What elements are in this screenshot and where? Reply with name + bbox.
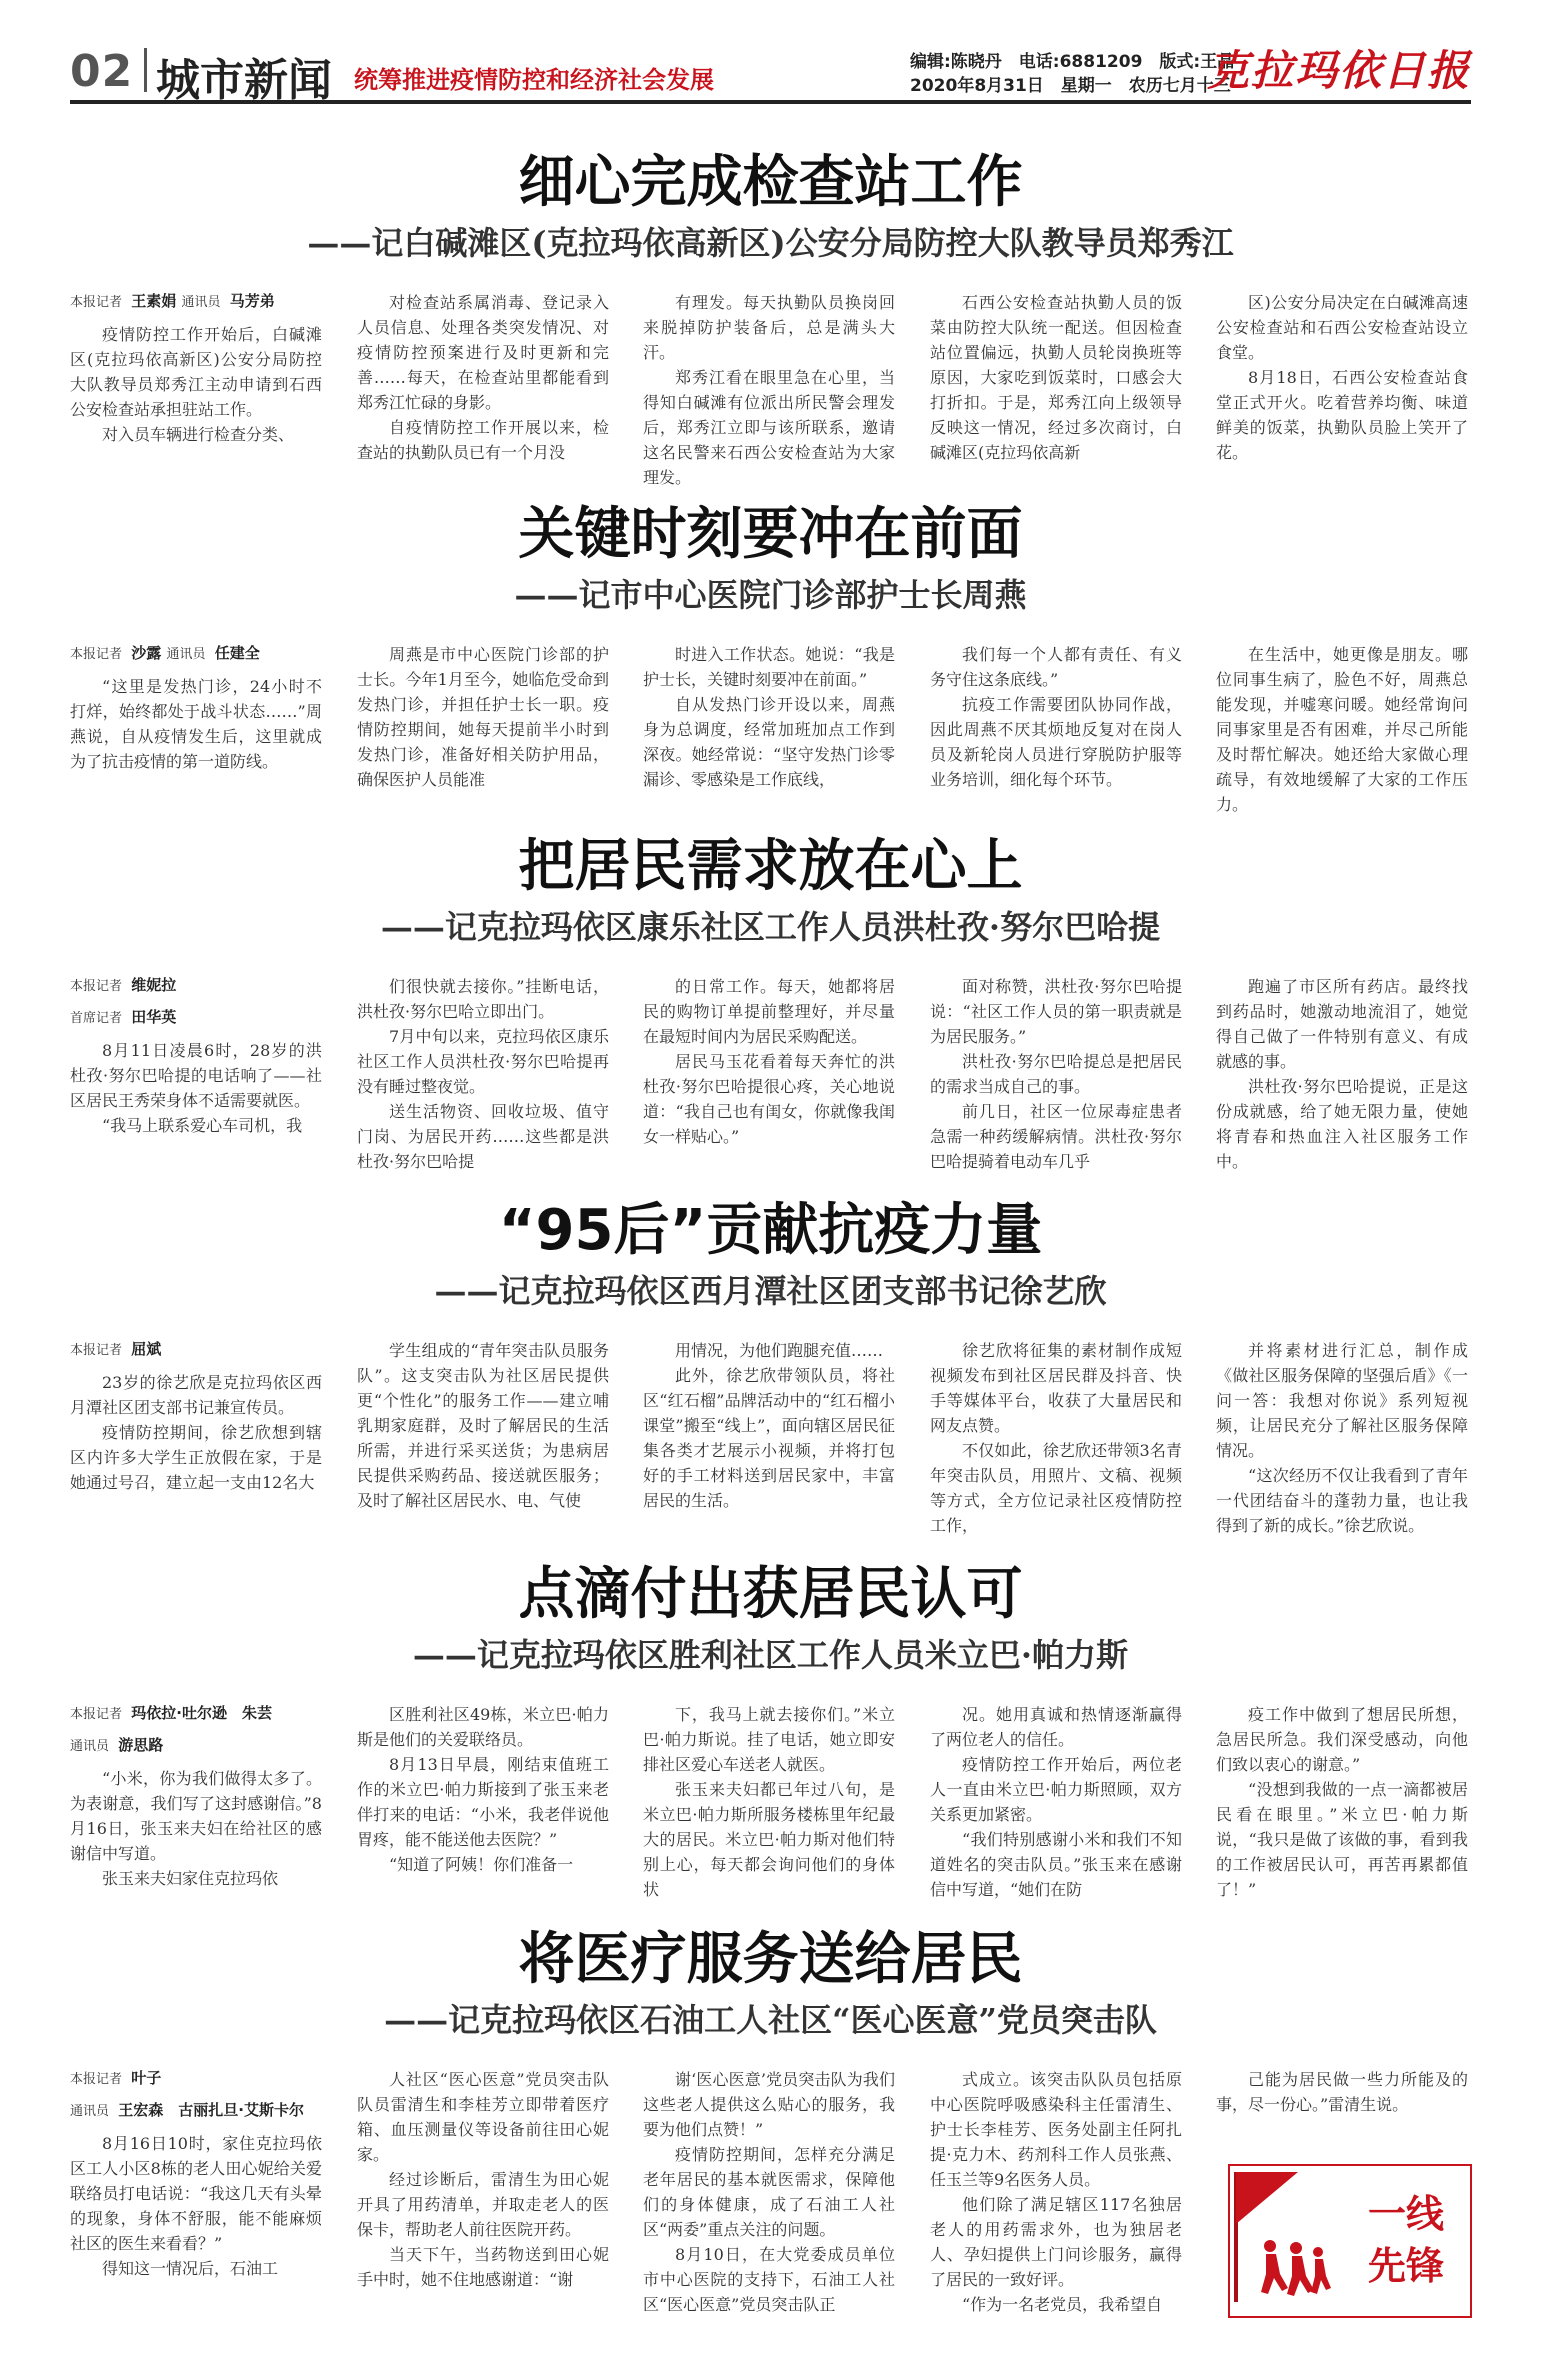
paragraph: 得知这一情况后，石油工 xyxy=(102,2259,279,2278)
article-headline: “95后”贡献抗疫力量 xyxy=(498,1198,1043,1263)
yixian-xianfeng-badge xyxy=(1228,2164,1472,2318)
paragraph: 8月11日凌晨6时，28岁的洪杜孜·努尔巴哈提的电话响了——社区居民王秀荣身体不适需要就医。 xyxy=(70,1041,322,1110)
paragraph: 疫情防控工作开始后，白碱滩区(克拉玛依高新区)公安分局防控大队教导员郑秀江主动申请到石西公安检查站承担驻站工作。 xyxy=(70,325,322,419)
paragraph: 疫情防控期间，徐艺欣想到辖区内许多大学生正放假在家，于是她通过号召，建立起一支由12名大 xyxy=(70,1423,322,1492)
paragraph: 周燕是市中心医院门诊部的护士长。今年1月至今，她临危受命到发热门诊，并担任护士长一职。疫情防控期间，她每天提前半小时到发热门诊，准备好相关防护用品，确保医护人员能准 xyxy=(357,645,609,789)
paragraph: 8月10日，在大党委成员单位市中心医院的支持下，石油工人社区“医心医意”党员突击队正 xyxy=(643,2245,895,2314)
article-1 xyxy=(70,148,1471,487)
paragraph: 在生活中，她更像是朋友。哪位同事生病了，脸色不好，周燕总能发现，并嘘寒问暖。她经常询问同事家里是否有困难，并尽己所能及时帮忙解决。她还给大家做心理疏导，有效地缓解了大家的工作压力。 xyxy=(1216,645,1468,814)
paragraph: 送生活物资、回收垃圾、值守门岗、为居民开药……这些都是洪杜孜·努尔巴哈提 xyxy=(357,1102,609,1171)
byline-role: 通讯员 xyxy=(181,295,221,310)
article-subhead: ——记克拉玛依区西月潭社区团支部书记徐艺欣 xyxy=(434,1272,1107,1310)
article-column xyxy=(930,1702,1182,1902)
byline-role: 本报记者 xyxy=(70,647,123,662)
byline-name: 田华英 xyxy=(131,1008,177,1026)
paragraph: 自从发热门诊开设以来，周燕身为总调度，经常加班加点工作到深夜。她经常说：“坚守发热门诊零漏诊、零感染是工作底线， xyxy=(643,695,895,789)
article-column xyxy=(643,2067,895,2314)
article-subhead: ——记白碱滩区(克拉玛依高新区)公安分局防控大队教导员郑秀江 xyxy=(307,224,1234,262)
article-column xyxy=(357,2067,609,2289)
paragraph: 式成立。该突击队队员包括原中心医院呼吸感染科主任雷清生、护士长李桂芳、医务处副主任阿扎提·克力木、药剂科工作人员张燕、任玉兰等9名医务人员。 xyxy=(930,2070,1182,2189)
byline-name: 游思路 xyxy=(118,1736,164,1754)
article-column xyxy=(357,974,609,1174)
paragraph: 前几日，社区一位尿毒症患者急需一种药缓解病情。洪杜孜·努尔巴哈提骑着电动车几乎 xyxy=(930,1102,1182,1171)
paragraph: 我们每一个人都有责任、有义务守住这条底线。” xyxy=(930,645,1182,689)
paragraph: 徐艺欣将征集的素材制作成短视频发布到社区居民群及抖音、快手等媒体平台，收获了大量居民和网友点赞。 xyxy=(930,1341,1182,1435)
article-column xyxy=(70,974,322,1138)
paragraph: 谢‘医心医意’党员突击队为我们这些老人提供这么贴心的服务，我要为他们点赞！” xyxy=(643,2070,895,2139)
page-divider xyxy=(144,48,147,92)
runners-icon xyxy=(1252,2236,1332,2306)
byline-role: 本报记者 xyxy=(70,1707,123,1722)
byline-role: 本报记者 xyxy=(70,1343,123,1358)
byline xyxy=(70,974,322,998)
article-subhead: ——记克拉玛依区石油工人社区“医心医意”党员突击队 xyxy=(384,2001,1157,2039)
paragraph: “这里是发热门诊，24小时不打烊，始终都处于战斗状态……”周燕说，自从疫情发生后，这里就成为了抗击疫情的第一道防线。 xyxy=(70,677,322,771)
article-column xyxy=(1216,290,1468,465)
article-column xyxy=(1216,2067,1468,2117)
article-column xyxy=(1216,974,1468,1174)
paragraph: “我马上联系爱心车司机，我 xyxy=(102,1116,303,1135)
newspaper-logo: 克拉玛依日报 xyxy=(1206,46,1471,95)
paragraph: 张玉来夫妇都已年过八旬，是米立巴·帕力斯所服务楼栋里年纪最大的居民。米立巴·帕力斯对他们特别上心，每天都会询问他们的身体状 xyxy=(643,1780,895,1899)
byline xyxy=(70,1338,322,1362)
paragraph: 疫工作中做到了想居民所想，急居民所急。我们深受感动，向他们致以衷心的谢意。” xyxy=(1216,1705,1468,1774)
article-column xyxy=(1216,1702,1468,1902)
byline-role: 通讯员 xyxy=(166,647,206,662)
paragraph: 石西公安检查站执勤人员的饭菜由防控大队统一配送。但因检查站位置偏远，执勤人员轮岗换班等原因，大家吃到饭菜时，口感会大打折扣。于是，郑秀江向上级领导反映这一情况，经过多次商讨，白碱滩区(克拉玛依高新 xyxy=(930,293,1182,462)
byline xyxy=(70,2067,322,2091)
byline-name: 王宏森 古丽扎旦·艾斯卡尔 xyxy=(118,2101,304,2119)
paragraph: 人社区“医心医意”党员突击队队员雷清生和李桂芳立即带着医疗箱、血压测量仪等设备前往田心妮家。 xyxy=(357,2070,609,2164)
paragraph: “没想到我做的一点一滴都被居民看在眼里。”米立巴·帕力斯说，“我只是做了该做的事，看到我的工作被居民认可，再苦再累都值了！” xyxy=(1216,1780,1468,1899)
masthead xyxy=(70,38,1471,104)
byline-name: 叶子 xyxy=(131,2069,162,2087)
paragraph: 居民马玉花看着每天奔忙的洪杜孜·努尔巴哈提很心疼，关心地说道：“我自己也有闺女，你就像我闺女一样贴心。” xyxy=(643,1052,895,1146)
party-flag-icon xyxy=(1236,2172,1298,2224)
article-column xyxy=(643,290,895,490)
byline-name: 马芳弟 xyxy=(229,292,275,310)
article-subhead: ——记克拉玛依区胜利社区工作人员米立巴·帕力斯 xyxy=(412,1636,1129,1674)
paragraph: 他们除了满足辖区117名独居老人的用药需求外，也为独居老人、孕妇提供上门问诊服务，赢得了居民的一致好评。 xyxy=(930,2195,1182,2289)
paragraph: 7月中旬以来，克拉玛依区康乐社区工作人员洪杜孜·努尔巴哈提再没有睡过整夜觉。 xyxy=(357,1027,609,1096)
article-subhead: ——记市中心医院门诊部护士长周燕 xyxy=(514,576,1027,614)
byline-name: 沙露 xyxy=(131,644,162,662)
paragraph: “知道了阿姨！你们准备一 xyxy=(389,1855,574,1874)
byline xyxy=(70,1702,322,1726)
article-column xyxy=(70,1338,322,1495)
paragraph: 8月16日10时，家住克拉玛依区工人小区8栋的老人田心妮给关爱联络员打电话说：“我这几天有头晕的现象，身体不舒服，能不能麻烦社区的医生来看看？” xyxy=(70,2134,322,2253)
article-4 xyxy=(70,1196,1471,1535)
paragraph: 疫情防控期间，怎样充分满足老年居民的基本就医需求，保障他们的身体健康，成了石油工人社区“两委”重点关注的问题。 xyxy=(643,2145,895,2239)
byline xyxy=(70,290,322,314)
byline-role: 通讯员 xyxy=(70,1739,110,1754)
paragraph: 面对称赞，洪杜孜·努尔巴哈提说：“社区工作人员的第一职责就是为居民服务。” xyxy=(930,977,1182,1046)
byline-role: 通讯员 xyxy=(70,2104,110,2119)
page-number: 02 xyxy=(70,46,134,97)
article-column xyxy=(643,974,895,1149)
article-column xyxy=(930,2067,1182,2314)
article-column xyxy=(357,290,609,465)
section-tagline: 统筹推进疫情防控和经济社会发展 xyxy=(354,66,714,94)
paragraph: 洪杜孜·努尔巴哈提说，正是这份成就感，给了她无限力量，使她将青春和热血注入社区服务工作中。 xyxy=(1216,1077,1468,1171)
article-column xyxy=(643,1338,895,1513)
paragraph: “我们特别感谢小米和我们不知道姓名的突击队员。”张玉来在感谢信中写道，“她们在防 xyxy=(930,1830,1182,1899)
byline-name: 维妮拉 xyxy=(131,976,177,994)
article-column xyxy=(643,642,895,792)
paragraph: “小米，你为我们做得太多了。为表谢意，我们写了这封感谢信。”8月16日，张玉来夫妇在给社区的感谢信中写道。 xyxy=(70,1769,322,1863)
article-2 xyxy=(70,500,1471,814)
paragraph: 下，我马上就去接你们。”米立巴·帕力斯说。挂了电话，她立即安排社区爱心车送老人就医。 xyxy=(643,1705,895,1774)
paragraph: 对检查站系属消毒、登记录入人员信息、处理各类突发情况、对疫情防控预案进行及时更新和完善……每天，在检查站里都能看到郑秀江忙碌的身影。 xyxy=(357,293,609,412)
article-column xyxy=(930,974,1182,1174)
article-column xyxy=(357,642,609,792)
byline-role: 本报记者 xyxy=(70,295,123,310)
article-column xyxy=(70,2067,322,2278)
byline-name: 屈斌 xyxy=(131,1340,162,1358)
paragraph: 况。她用真诚和热情逐渐赢得了两位老人的信任。 xyxy=(930,1705,1182,1749)
paragraph: 8月13日早晨，刚结束值班工作的米立巴·帕力斯接到了张玉来老伴打来的电话：“小米，我老伴说他胃疼，能不能送他去医院？” xyxy=(357,1755,609,1849)
article-column xyxy=(357,1338,609,1513)
article-3 xyxy=(70,832,1471,1171)
article-headline: 将医疗服务送给居民 xyxy=(518,1927,1023,1992)
byline-name: 玛依拉·吐尔逊 朱芸 xyxy=(131,1704,272,1722)
byline-role: 首席记者 xyxy=(70,1011,123,1026)
byline xyxy=(70,2099,322,2123)
paragraph: 们很快就去接你。”挂断电话，洪杜孜·努尔巴哈立即出门。 xyxy=(357,977,609,1021)
paragraph: 当天下午，当药物送到田心妮手中时，她不住地感谢道：“谢 xyxy=(357,2245,609,2289)
paragraph: 此外，徐艺欣带领队员，将社区“红石榴”品牌活动中的“红石榴小课堂”搬至“线上”，面向辖区居民征集各类才艺展示小视频，并将打包好的手工材料送到居民家中，丰富居民的生活。 xyxy=(643,1366,895,1510)
article-headline: 细心完成检查站工作 xyxy=(518,150,1023,215)
article-column xyxy=(930,1338,1182,1538)
byline-role: 本报记者 xyxy=(70,979,123,994)
paragraph: 的日常工作。每天，她都将居民的购物订单提前整理好，并尽量在最短时间内为居民采购配送。 xyxy=(643,977,895,1046)
article-column xyxy=(930,290,1182,465)
paragraph: 跑遍了市区所有药店。最终找到药品时，她激动地流泪了，她觉得自己做了一件特别有意义、有成就感的事。 xyxy=(1216,977,1468,1071)
paragraph: 疫情防控工作开始后，两位老人一直由米立巴·帕力斯照顾，双方关系更加紧密。 xyxy=(930,1755,1182,1824)
date-line: 2020年8月31日 星期一 农历七月十三 xyxy=(910,76,1231,96)
paragraph: 郑秀江看在眼里急在心里，当得知白碱滩有位派出所民警会理发后，郑秀江立即与该所联系，邀请这名民警来石西公安检查站为大家理发。 xyxy=(643,368,895,487)
byline-name: 任建全 xyxy=(214,644,260,662)
paragraph: 对入员车辆进行检查分类、 xyxy=(102,425,295,444)
edition-meta xyxy=(910,50,1234,98)
paragraph: 23岁的徐艺欣是克拉玛依区西月潭社区团支部书记兼宣传员。 xyxy=(70,1373,322,1417)
byline-role: 本报记者 xyxy=(70,2072,123,2087)
paragraph: “作为一名老党员，我希望自 xyxy=(962,2295,1163,2314)
article-column xyxy=(930,642,1182,792)
badge-line-1: 一线 xyxy=(1367,2192,1444,2236)
article-subhead: ——记克拉玛依区康乐社区工作人员洪杜孜·努尔巴哈提 xyxy=(380,908,1161,946)
paragraph: 自疫情防控工作开展以来，检查站的执勤队员已有一个月没 xyxy=(357,418,609,462)
byline xyxy=(70,642,322,666)
editor-line: 编辑:陈晓丹 电话:6881209 版式:王晶 xyxy=(910,52,1235,72)
badge-line-2: 先锋 xyxy=(1367,2244,1444,2288)
paragraph: 抗疫工作需要团队协同作战，因此周燕不厌其烦地反复对在岗人员及新轮岗人员进行穿脱防护服等业务培训，细化每个环节。 xyxy=(930,695,1182,789)
article-column xyxy=(70,642,322,774)
article-column xyxy=(70,1702,322,1891)
byline-name: 王素娟 xyxy=(131,292,177,310)
article-column xyxy=(1216,1338,1468,1538)
paragraph: 时进入工作状态。她说：“我是护士长，关键时刻要冲在前面。” xyxy=(643,645,895,689)
paragraph: 区)公安分局决定在白碱滩高速公安检查站和石西公安检查站设立食堂。 xyxy=(1216,293,1468,362)
byline xyxy=(70,1006,322,1030)
byline xyxy=(70,1734,322,1758)
article-headline: 点滴付出获居民认可 xyxy=(518,1562,1023,1627)
article-column xyxy=(357,1702,609,1877)
paragraph: 用情况，为他们跑腿充值…… xyxy=(675,1341,884,1360)
article-column xyxy=(1216,642,1468,817)
article-column xyxy=(70,290,322,447)
paragraph: 8月18日，石西公安检查站食堂正式开火。吃着营养均衡、味道鲜美的饭菜，执勤队员脸上笑开了花。 xyxy=(1216,368,1468,462)
paragraph: 学生组成的“青年突击队员服务队”。这支突击队为社区居民提供更“个性化”的服务工作——建立哺乳期家庭群，及时了解居民的生活所需，并进行采买送货；为患病居民提供采购药品、接送就医服务；及时了解社区居民水、电、气使 xyxy=(357,1341,609,1510)
paragraph: 有理发。每天执勤队员换岗回来脱掉防护装备后，总是满头大汗。 xyxy=(643,293,895,362)
paragraph: 不仅如此，徐艺欣还带领3名青年突击队员，用照片、文稿、视频等方式，全方位记录社区疫情防控工作， xyxy=(930,1441,1182,1535)
article-headline: 关键时刻要冲在前面 xyxy=(518,502,1023,567)
paragraph: 并将素材进行汇总，制作成《做社区服务保障的坚强后盾》《一问一答：我想对你说》系列短视频，让居民充分了解社区服务保障情况。 xyxy=(1216,1341,1468,1460)
article-headline: 把居民需求放在心上 xyxy=(518,834,1023,899)
paragraph: 己能为居民做一些力所能及的事，尽一份心。”雷清生说。 xyxy=(1216,2070,1468,2114)
article-5 xyxy=(70,1560,1471,1899)
paragraph: 张玉来夫妇家住克拉玛依 xyxy=(102,1869,279,1888)
paragraph: 经过诊断后，雷清生为田心妮开具了用药清单，并取走老人的医保卡，帮助老人前往医院开药。 xyxy=(357,2170,609,2239)
article-column xyxy=(643,1702,895,1902)
badge-text xyxy=(1356,2188,1456,2292)
paragraph: “这次经历不仅让我看到了青年一代团结奋斗的蓬勃力量，也让我得到了新的成长。”徐艺欣说。 xyxy=(1216,1466,1468,1535)
section-title: 城市新闻 xyxy=(156,55,332,106)
paragraph: 洪杜孜·努尔巴哈提总是把居民的需求当成自己的事。 xyxy=(930,1052,1182,1096)
paragraph: 区胜利社区49栋，米立巴·帕力斯是他们的关爱联络员。 xyxy=(357,1705,609,1749)
